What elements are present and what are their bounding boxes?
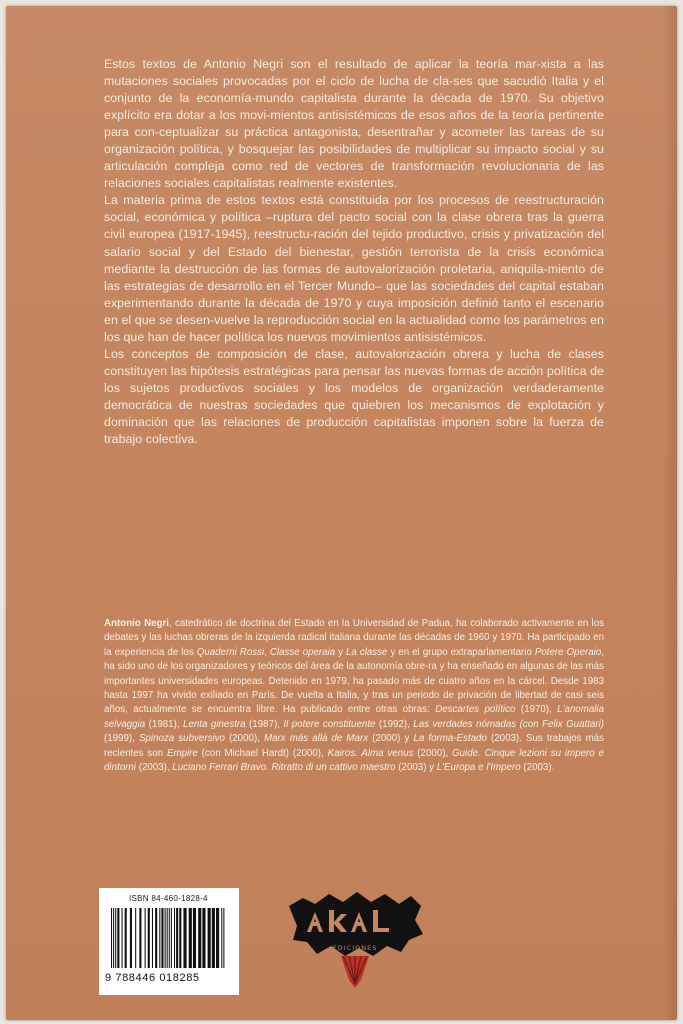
bio-text: (2003).	[520, 762, 555, 774]
bio-title: Kairos. Alma venus	[327, 747, 414, 759]
barcode-bar	[223, 908, 224, 968]
bio-title: Classe operaia	[269, 646, 336, 658]
bio-text: (1999),	[104, 733, 139, 745]
bio-title: Il potere constituente	[283, 718, 376, 730]
barcode-bar	[189, 908, 192, 968]
bio-text: ,	[264, 646, 270, 658]
barcode-bar	[148, 908, 150, 968]
bio-title: Marx más allá de Marx	[263, 733, 369, 745]
barcode-bar	[113, 908, 114, 968]
bio-title: L'anomalia selvaggia	[104, 704, 605, 730]
barcode-bar	[171, 908, 172, 968]
bio-title: Lenta ginestra	[183, 718, 246, 730]
back-cover	[6, 6, 677, 1020]
bio-text: (1970),	[515, 704, 558, 716]
bio-text: (con Michael Hardt) (2000),	[197, 747, 328, 759]
bio-text: y	[335, 646, 346, 658]
blurb-paragraph-3: Los conceptos de composición de clase, autovalorización obrera y lucha de clases constituyen las hipótesis estratégicas para pensar las nuevas formas de acción política de los sujetos productivos sociales y los modelos de organización verdaderamente democrática de nuestras sociedades que quiebren los mecanismos de explotación y dominación que las relaciones de producción capitalistas imponen sobre la fuerza de trabajo colectiva.	[104, 346, 604, 447]
barcode-bar	[135, 908, 136, 968]
barcode-bar	[161, 908, 163, 968]
bio-text: , ha sido uno de los organizadores y teóricos del área de la autonomía obre-ra y ha enseñado en algunas de las más importantes universidades europeas. Detenido en 1979, ha pasado más de cuatro años en la cárcel. Desde 1983 hasta 1997 ha vivido exiliado en París. De vuelta a Italia, y tras un periodo de privación de libertad de casi seis años, actualmente se encuentra libre. Ha publicado entre otras obras:	[104, 646, 604, 716]
barcode-bar	[202, 908, 205, 968]
bio-title: Guide. Cinque lezioni su impero e dintorni	[104, 747, 604, 774]
bio-text: (2000) y	[368, 733, 414, 745]
barcode-bar	[165, 908, 166, 968]
bio-title: Empire	[166, 747, 198, 759]
bio-title: Descartes político	[435, 704, 516, 716]
barcode-bar	[216, 908, 219, 968]
blurb-text	[104, 56, 604, 448]
barcode-bar	[212, 908, 215, 968]
bio-text: (1987),	[245, 718, 284, 730]
blurb-paragraph-2: La materia prima de estos textos está constituida por los procesos de reestructuración social, económica y política –ruptura del pacto social con la clase obrera tras la guerra civil europea (1917-1945), reestructu-ración del tejido productivo, crisis y privatización del salario social y del Estado del bienestar, gestión terrorista de la crisis económica mediante la destrucción de las formas de autovalorización proletaria, aniquila-miento de las estrategias de desarrollo en el Tercer Mundo– que las sociedades del capital estaban experimentando durante la década de 1970 y cuya imposición definió tanto el escenario en el que se desen-vuelve la reproducción social en la actualidad como los parámetros en los que han de hacer política los nuevos movimientos antisistémicos.	[104, 193, 604, 344]
barcode-bar	[174, 908, 175, 968]
bio-text: (2000),	[413, 747, 453, 759]
bio-title: L'Europa e l'Impero	[436, 762, 521, 774]
barcode-bar	[193, 908, 196, 968]
barcode-bar	[169, 908, 170, 968]
barcode-bar	[179, 908, 181, 968]
barcode-bar	[145, 908, 146, 968]
bio-text: (2000),	[224, 733, 264, 745]
bio-text: (1992),	[375, 718, 414, 730]
barcode-bar	[176, 908, 178, 968]
barcode-bar	[167, 908, 168, 968]
bio-title: La forma-Estado	[413, 733, 487, 745]
barcode-bar	[111, 908, 112, 968]
bio-title: Potere Operaio	[534, 646, 602, 658]
barcode-bar	[183, 908, 186, 968]
bio-title: Spinoza subversivo	[138, 733, 225, 745]
blurb-paragraph-1: Estos textos de Antonio Negri son el resultado de aplicar la teoría mar-xista a las mutaciones sociales provocadas por el ciclo de lucha de cla-ses que sacudió Italia y el conjunto de la economía-mundo capitalista durante la década de 1970. Su objetivo explícito era dotar a los movi-mientos antisistémicos de esos años de la teoría pertinente para con-ceptualizar su práctica antagonista, desentrañar y acometer las tareas de su organización política, y bosquejar las posibilidades de multiplicar su impacto social y su articulación compleja como red de vectores de transformación revolucionaria de las relaciones sociales capitalistas realmente existentes.	[104, 57, 604, 191]
bio-text: y en el grupo extraparlamentario	[387, 646, 535, 658]
author-bio	[104, 617, 604, 775]
bio-text: (1981),	[145, 718, 184, 730]
bio-text: (2003). Sus trabajos más recientes son	[104, 733, 605, 759]
barcode-bar	[115, 908, 116, 968]
bio-title: Quaderni Rossi	[196, 646, 265, 658]
barcode-bar	[155, 908, 157, 968]
ean-number: 9 788446 018285	[105, 972, 200, 984]
barcode-bar	[152, 908, 153, 968]
barcode-bar	[117, 908, 119, 968]
akal-logo-icon	[285, 884, 425, 994]
barcode-icon	[109, 908, 229, 970]
logo-subtitle: EDICIONES	[332, 944, 378, 952]
barcode-bar	[130, 908, 132, 968]
bio-title: Luciano Ferrari Bravo. Ritratto di un cattivo maestro	[172, 762, 396, 774]
bio-title: (con Felix Guattari)	[519, 718, 605, 730]
bio-title: Las verdades nómadas	[413, 718, 517, 730]
barcode-bar	[198, 908, 201, 968]
bio-title: La classe	[346, 646, 388, 658]
bio-text: , catedrático de doctrina del Estado en la Universidad de Padua, ha colaborado activamente en los debates y las luchas obreras de la izquierda radical italiana durante las décadas de 1960 y 1970. Ha participado en la experiencia de los	[104, 618, 605, 658]
barcode-bar	[122, 908, 123, 968]
barcode-bar	[159, 908, 160, 968]
barcode-bar	[221, 908, 222, 968]
barcode-bar	[125, 908, 127, 968]
bio-text: (2003) y	[395, 762, 437, 774]
barcode-label	[99, 888, 239, 995]
isbn-label: ISBN 84-460-1828-4	[129, 894, 208, 903]
barcode-bar	[139, 908, 141, 968]
author-name: Antonio Negri	[104, 618, 170, 629]
bio-text: (2003),	[135, 762, 173, 774]
barcode-bar	[208, 908, 211, 968]
